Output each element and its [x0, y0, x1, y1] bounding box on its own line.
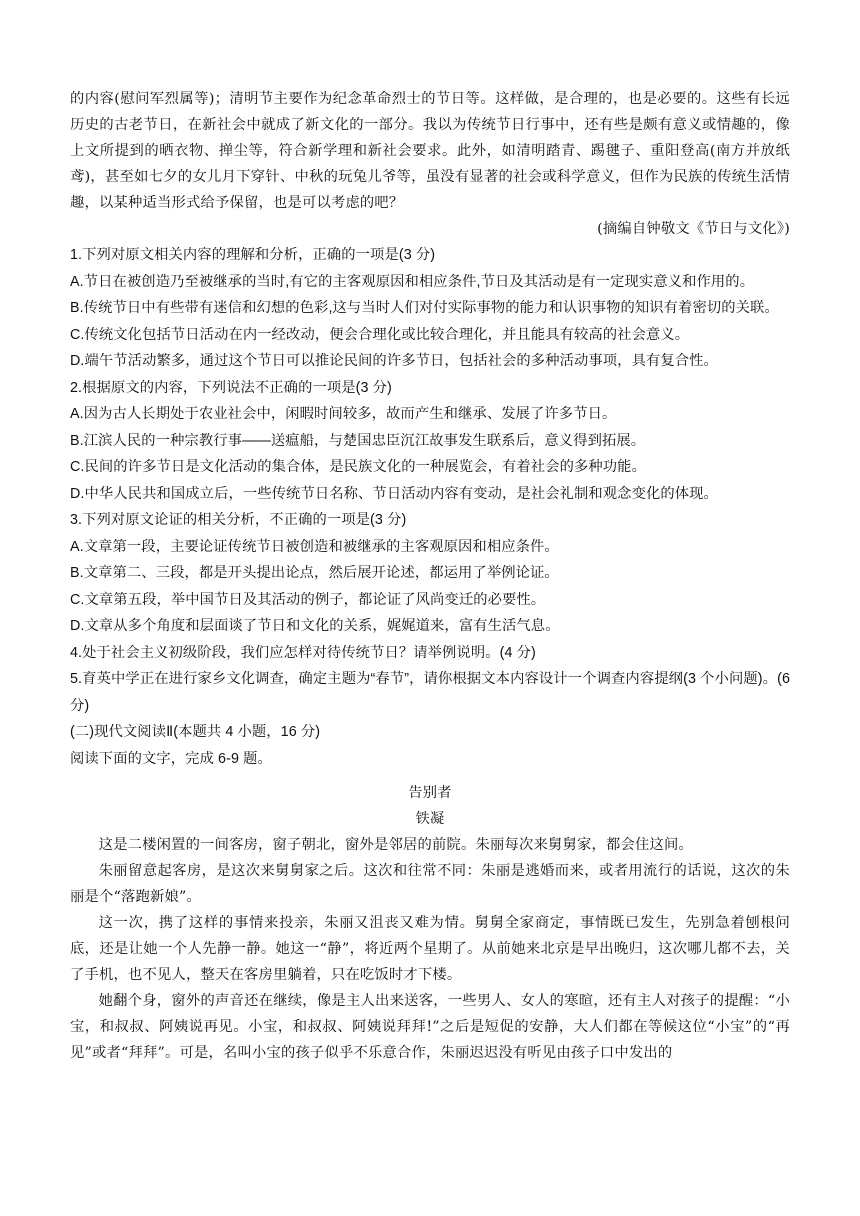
question-1-option-d: D.端午节活动繁多，通过这个节日可以推论民间的许多节日，包括社会的多种活动事项，具有复合性。 — [70, 353, 718, 369]
story-paragraph-1: 这是二楼闲置的一间客房，窗子朝北，窗外是邻居的前院。朱丽每次来舅舅家，都会住这间。 — [98, 837, 693, 853]
question-2-stem: 2.根据原文的内容，下列说法不正确的一项是(3 分) — [70, 379, 392, 396]
question-5-stem: 5.育英中学正在进行家乡文化调查，确定主题为“春节”，请你根据文本内容设计一个调查内容提纲(3 个小问题)。(6 分) — [70, 671, 790, 714]
question-3-option-b: B.文章第二、三段，都是开头提出论点，然后展开论述，都运用了举例论证。 — [70, 565, 559, 581]
spacer — [70, 772, 790, 778]
question-2-option-b: B.江滨人民的一种宗教行事——送瘟船，与楚国忠臣沉江故事发生联系后，意义得到拓展。 — [70, 432, 646, 449]
question-1-option-c: C.传统文化包括节日活动在内一经改动，便会合理化或比较合理化，并且能具有较高的社会意义。 — [70, 326, 690, 343]
passage-source: (摘编自钟敬文《节日与文化》) — [597, 221, 790, 237]
question-1-option-b: B.传统节日中有些带有迷信和幻想的色彩,这与当时人们对付实际事物的能力和认识事物的知识有着密切的关联。 — [70, 300, 779, 316]
question-3-option-c: C.文章第五段，举中国节日及其活动的例子，都论证了风尚变迁的必要性。 — [70, 591, 546, 608]
question-1-option-a: A.节日在被创造乃至被继承的当时,有它的主客观原因和相应条件,节日及其活动是有一定现实意义和作用的。 — [70, 273, 755, 290]
question-list — [70, 242, 790, 719]
story-paragraph-2: 朱丽留意起客房，是这次来舅舅家之后。这次和往常不同：朱丽是逃婚而来，或者用流行的话说，这次的朱丽是个“落跑新娘”。 — [70, 863, 790, 905]
question-2-option-c: C.民间的许多节日是文化活动的集合体，是民族文化的一种展览会，有着社会的多种功能。 — [70, 459, 646, 475]
question-3-stem: 3.下列对原文论证的相关分析，不正确的一项是(3 分) — [70, 512, 407, 528]
passage-paragraph-tail: 的内容(慰问军烈属等)；清明节主要作为纪念革命烈士的节日等。这样做，是合理的，也是必要的。这些有长远历史的古老节日，在新社会中就成了新文化的一部分。我以为传统节日行事中，还有些是颇有意义或情趣的，像上文所提到的晒衣物、掸尘等，符合新学理和新社会要求。此外，如清明踏青、踢毽子、重阳登高(南方并放纸鸢)，甚至如七夕的女儿月下穿针、中秋的玩兔儿爷等，虽没有显著的社会或科学意义，但作为民族的传统生活情趣，以某种适当形式给予保留，也是可以考虑的吧？ — [70, 91, 790, 211]
question-4-stem: 4.处于社会主义初级阶段，我们应怎样对待传统节日？请举例说明。(4 分) — [70, 644, 536, 661]
question-2-option-a: A.因为古人长期处于农业社会中，闲暇时间较多，故而产生和继承、发展了许多节日。 — [70, 406, 617, 422]
story-author: 铁凝 — [415, 811, 445, 827]
question-3-option-a: A.文章第一段，主要论证传统节日被创造和被继承的主客观原因和相应条件。 — [70, 538, 559, 555]
section-2-instruction: 阅读下面的文字，完成 6-9 题。 — [70, 750, 272, 767]
story-title: 告别者 — [408, 785, 452, 801]
story-paragraph-3: 这一次，携了这样的事情来投亲，朱丽又沮丧又难为情。舅舅全家商定，事情既已发生，先别急着刨根问底，还是让她一个人先静一静。她这一“静”，将近两个星期了。从前她来北京是早出晚归，这次哪儿都不去，关了手机，也不见人，整天在客房里躺着，只在吃饭时才下楼。 — [70, 915, 790, 983]
document-page — [70, 86, 790, 1066]
story-paragraph-4: 她翻个身，窗外的声音还在继续，像是主人出来送客，一些男人、女人的寒暄，还有主人对孩子的提醒：“小宝，和叔叔、阿姨说再见。小宝，和叔叔、阿姨说拜拜!”之后是短促的安静，大人们都在等候这位“小宝”的“再见”或者“拜拜”。可是，名叫小宝的孩子似乎不乐意合作，朱丽迟迟没有听见由孩子口中发出的 — [70, 993, 790, 1061]
question-3-option-d: D.文章从多个角度和层面谈了节日和文化的关系，娓娓道来，富有生活气息。 — [70, 618, 560, 634]
question-2-option-d: D.中华人民共和国成立后，一些传统节日名称、节日活动内容有变动，是社会礼制和观念变化的体现。 — [70, 485, 718, 502]
section-2-heading: (二)现代文阅读Ⅱ(本题共 4 小题，16 分) — [70, 724, 321, 740]
question-1-stem: 1.下列对原文相关内容的理解和分析，正确的一项是(3 分) — [70, 247, 436, 263]
